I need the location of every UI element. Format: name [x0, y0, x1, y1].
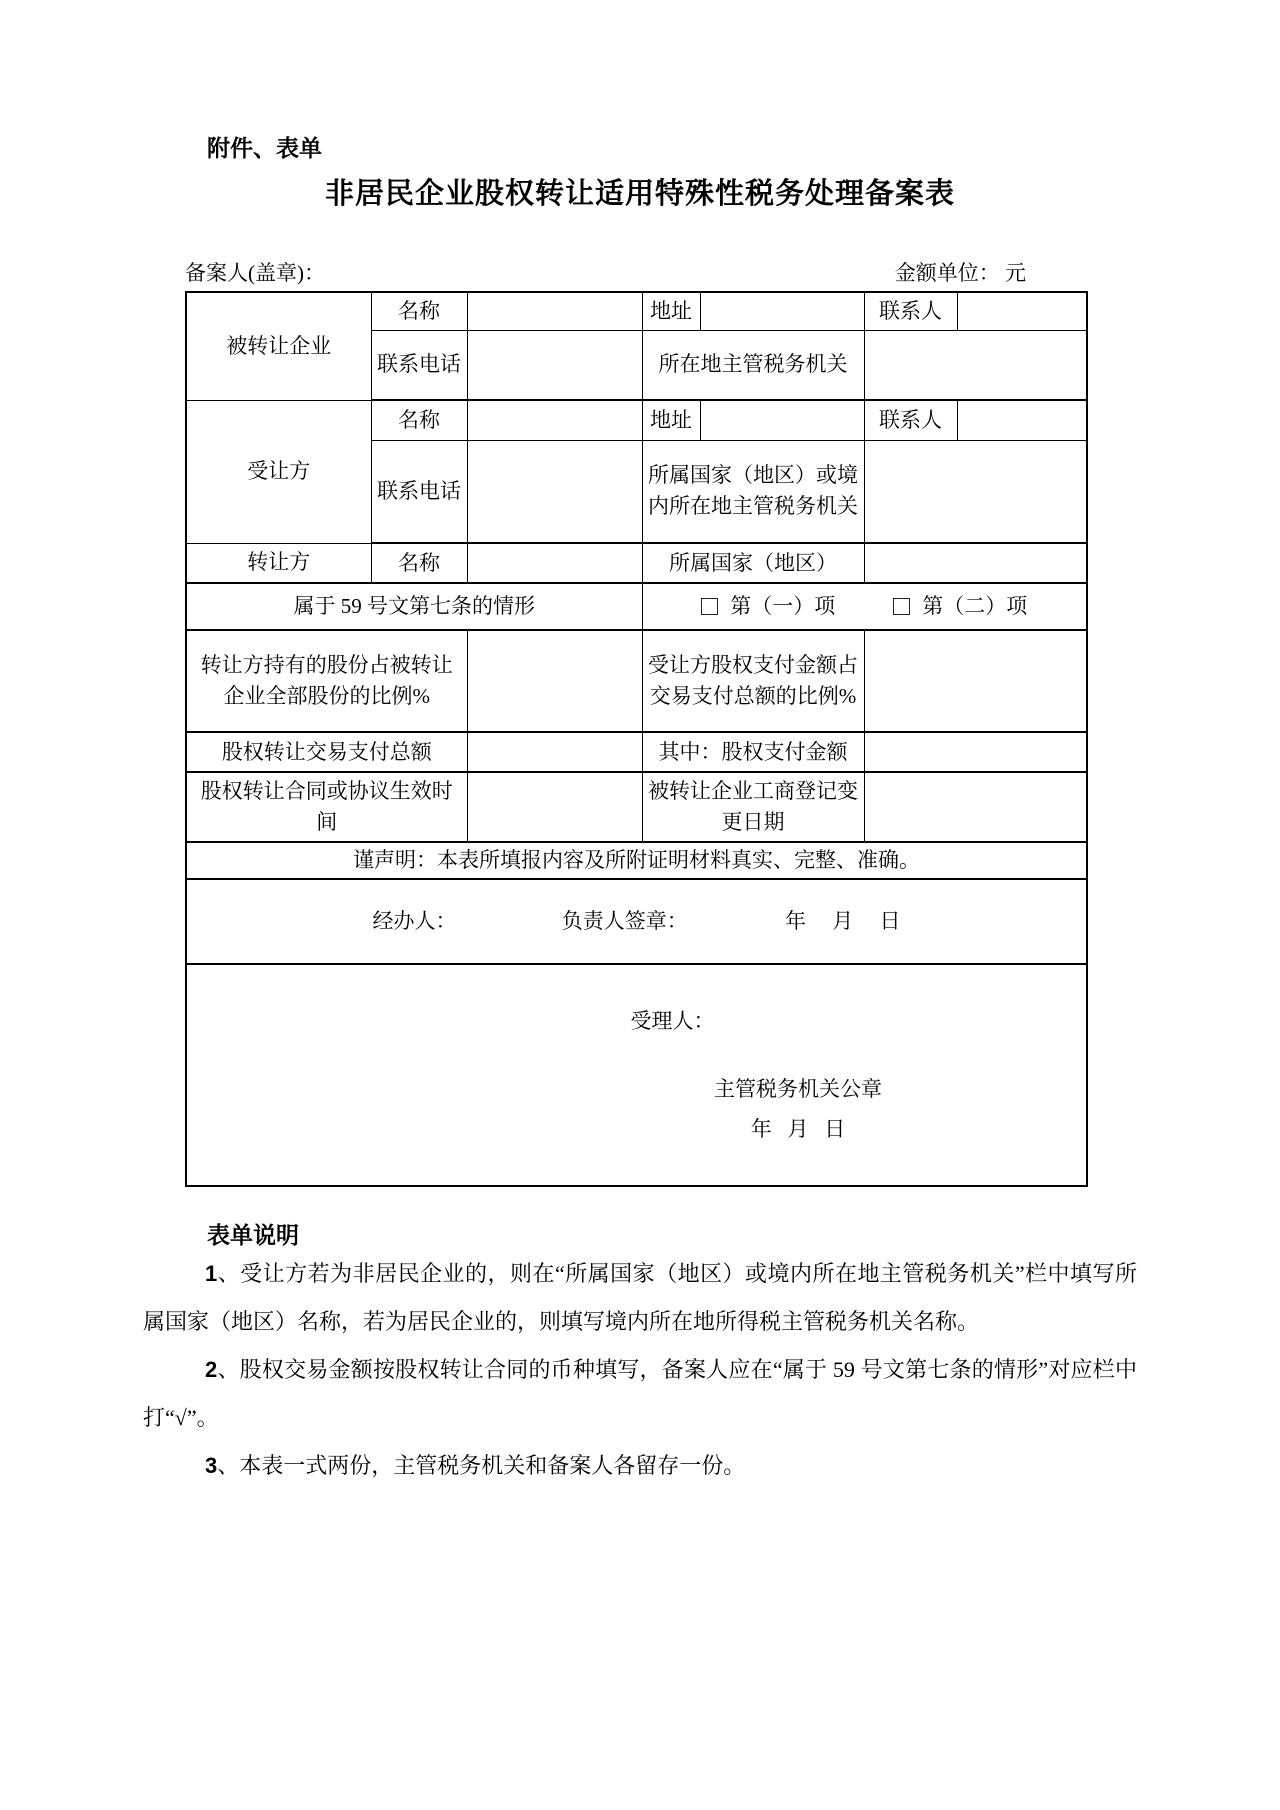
form-title: 非居民企业股权转让适用特殊性税务处理备案表 — [324, 178, 955, 210]
transferee-tax-authority-label: 所属国家（地区）或境内所在地主管税务机关 — [642, 440, 864, 543]
transferred-address-label: 地址 — [642, 292, 700, 330]
amount-unit-label: 金额单位： 元 — [894, 261, 1026, 285]
transferred-contact-field[interactable] — [957, 292, 1087, 330]
transferred-phone-field[interactable] — [467, 330, 642, 400]
total-payment-label: 股权转让交易支付总额 — [186, 732, 467, 772]
table-row — [186, 400, 1087, 440]
declaration-text: 谨声明：本表所填报内容及所附证明材料真实、完整、准确。 — [186, 842, 1087, 879]
transferor-country-label: 所属国家（地区） — [642, 543, 864, 583]
option1-checkbox[interactable] — [701, 598, 718, 615]
registration-change-date-field[interactable] — [864, 772, 1087, 842]
transferee-phone-field[interactable] — [467, 440, 642, 543]
option2-label: 第（二）项 — [922, 594, 1028, 618]
option1-label: 第（一）项 — [730, 594, 836, 618]
share-ratio-label: 转让方持有的股份占被转让企业全部股份的比例% — [186, 630, 467, 732]
table-row — [186, 772, 1087, 842]
transferred-address-field[interactable] — [700, 292, 864, 330]
note-item-1 — [143, 1250, 1137, 1346]
transferee-contact-field[interactable] — [957, 400, 1087, 440]
equity-payment-field[interactable] — [864, 732, 1087, 772]
table-row — [186, 842, 1087, 879]
transferred-name-label: 名称 — [371, 292, 467, 330]
equity-payment-ratio-field[interactable] — [864, 630, 1087, 732]
seal-date-label: 年 月 日 — [750, 1117, 846, 1141]
option1-group — [701, 591, 835, 622]
contract-effective-date-label: 股权转让合同或协议生效时间 — [186, 772, 467, 842]
transferee-name-field[interactable] — [467, 400, 642, 440]
circumstance-options — [647, 591, 1083, 622]
transferee-tax-authority-field[interactable] — [864, 440, 1087, 543]
handler-label: 经办人： — [372, 909, 457, 933]
option2-checkbox[interactable] — [893, 598, 910, 615]
equity-payment-ratio-label: 受让方股权支付金额占交易支付总额的比例% — [642, 630, 864, 732]
filing-form-table — [185, 291, 1088, 1187]
attachment-label: 附件、表单 — [207, 135, 322, 161]
transferee-group-label: 受让方 — [186, 400, 371, 543]
seal-block — [714, 1076, 882, 1142]
note-item-3 — [143, 1442, 1137, 1490]
tax-authority-seal-label: 主管税务机关公章 — [714, 1077, 882, 1101]
transferee-phone-label: 联系电话 — [371, 440, 467, 543]
circumstance-label: 属于 59 号文第七条的情形 — [186, 583, 642, 630]
note-3-number: 3 — [205, 1453, 218, 1478]
signature-date-label: 年 月 日 — [785, 909, 901, 933]
total-payment-field[interactable] — [467, 732, 642, 772]
transferred-tax-authority-label: 所在地主管税务机关 — [642, 330, 864, 400]
table-row — [186, 583, 1087, 630]
registration-change-date-label: 被转让企业工商登记变更日期 — [642, 772, 864, 842]
transferor-country-field[interactable] — [864, 543, 1087, 583]
option2-group — [893, 591, 1027, 622]
transferred-tax-authority-field[interactable] — [864, 330, 1087, 400]
note-2-number: 2 — [205, 1357, 218, 1382]
notes-heading: 表单说明 — [207, 1222, 299, 1248]
acceptor-label: 受理人： — [630, 1009, 715, 1033]
filer-label: 备案人(盖章)： — [185, 261, 325, 285]
notes-section — [143, 1220, 1137, 1490]
note-1-number: 1 — [205, 1261, 218, 1286]
note-2-text: 、股权交易金额按股权转让合同的币种填写，备案人应在“属于 59 号文第七条的情形”对应栏中打“√”。 — [143, 1357, 1137, 1430]
table-row — [186, 732, 1087, 772]
table-row — [186, 292, 1087, 330]
transferor-name-label: 名称 — [371, 543, 467, 583]
equity-payment-label: 其中：股权支付金额 — [642, 732, 864, 772]
transferee-address-label: 地址 — [642, 400, 700, 440]
note-3-text: 、本表一式两份，主管税务机关和备案人各留存一份。 — [217, 1453, 746, 1478]
transferor-name-field[interactable] — [467, 543, 642, 583]
transferred-phone-label: 联系电话 — [371, 330, 467, 400]
table-row — [186, 543, 1087, 583]
contract-effective-date-field[interactable] — [467, 772, 642, 842]
transferred-name-field[interactable] — [467, 292, 642, 330]
meta-row — [185, 261, 1086, 285]
note-item-2 — [143, 1346, 1137, 1442]
responsible-signature-label: 负责人签章： — [561, 909, 688, 933]
acceptance-cell — [186, 964, 1087, 1186]
transferee-address-field[interactable] — [700, 400, 864, 440]
transferee-name-label: 名称 — [371, 400, 467, 440]
signature-cell — [186, 879, 1087, 964]
table-row — [186, 630, 1087, 732]
note-1-text: 、受让方若为非居民企业的，则在“所属国家（地区）或境内所在地主管税务机关”栏中填写所属国家（地区）名称，若为居民企业的，则填写境内所在地所得税主管税务机关名称。 — [143, 1261, 1137, 1334]
transferred-enterprise-group-label: 被转让企业 — [186, 292, 371, 400]
table-row — [186, 964, 1087, 1186]
transferor-group-label: 转让方 — [186, 543, 371, 583]
table-row — [186, 879, 1087, 964]
transferee-contact-label: 联系人 — [864, 400, 957, 440]
circumstance-options-cell — [642, 583, 1087, 630]
transferred-contact-label: 联系人 — [864, 292, 957, 330]
share-ratio-field[interactable] — [467, 630, 642, 732]
